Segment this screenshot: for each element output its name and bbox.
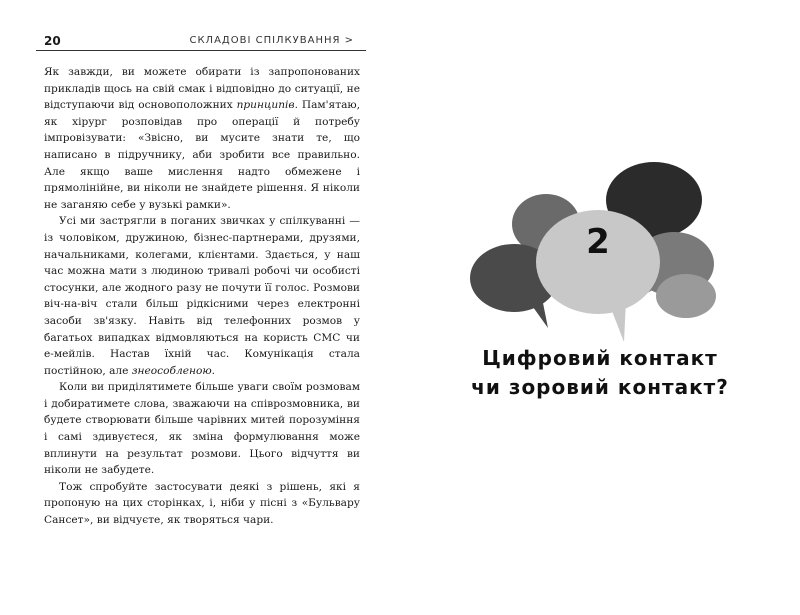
running-chapter-title: СКЛАДОВІ СПІЛКУВАННЯ >: [189, 35, 354, 46]
chapter-title-line-1: Цифровий контакт: [482, 346, 718, 370]
emphasis-impersonal: знеособленою: [131, 364, 212, 377]
paragraph-2: Усі ми застрягли в поганих звичках у спілкуванні — із чоловіком, дружиною, бізнес-партнерами, друзями, начальниками, колегами, клієнтами. Здається, у наш час можна мати з людиною тривалі робочі чи особисті стосунки, але жодного разу не почути її голос. Розмови віч-на-віч стали більш рідкісними через електронні засоби зв'язку. Навіть від телефонних розмов у багатьох випадках відмовляються на користь СМС чи е-мейлів. Настав їхній час. Комунікація стала постійною, але знеособленою.: [44, 215, 360, 377]
page-number: 20: [44, 34, 61, 48]
body-text: [44, 64, 360, 529]
right-page: [420, 26, 780, 586]
paragraph-3: Коли ви приділятимете більше уваги своїм розмовам і добиратимете слова, зважаючи на співрозмовника, ви будете створювати більше чарівних митей порозуміння і самі здивуєтеся, як зміна формулювання може вплинути на результат розмови. Цього відчуття ви ніколи не забудете.: [44, 381, 360, 477]
chapter-title-line-2: чи зоровий контакт?: [471, 375, 729, 399]
chapter-number: 2: [586, 222, 610, 262]
left-page: [36, 26, 366, 586]
running-head: [36, 34, 366, 51]
bubble-small-right: [656, 274, 716, 318]
paragraph-4: Тож спробуйте застосувати деякі з рішень, які я пропоную на цих сторінках, і, ніби у пісні з «Бульвару Сансет», ви відчуєте, як творяться чари.: [44, 480, 360, 527]
chapter-title: [420, 344, 780, 402]
emphasis-principles: принципів: [236, 99, 295, 112]
paragraph-1: Як завжди, ви можете обирати із запропонованих прикладів щось на свій смак і відповідно до ситуації, не відступаючи від основоположних принципів. Пам'ятаю, як хірург розповідав про операції й потребу імпровізувати: «Звісно, ви мусите знати те, що написано в підручнику, аби зробити все правильно. Але якщо ваше мислення надто обмежене і прямолінійне, ви ніколи не знайдете рішення. Я ніколи не заганяю себе у вузькі рамки».: [44, 66, 360, 211]
